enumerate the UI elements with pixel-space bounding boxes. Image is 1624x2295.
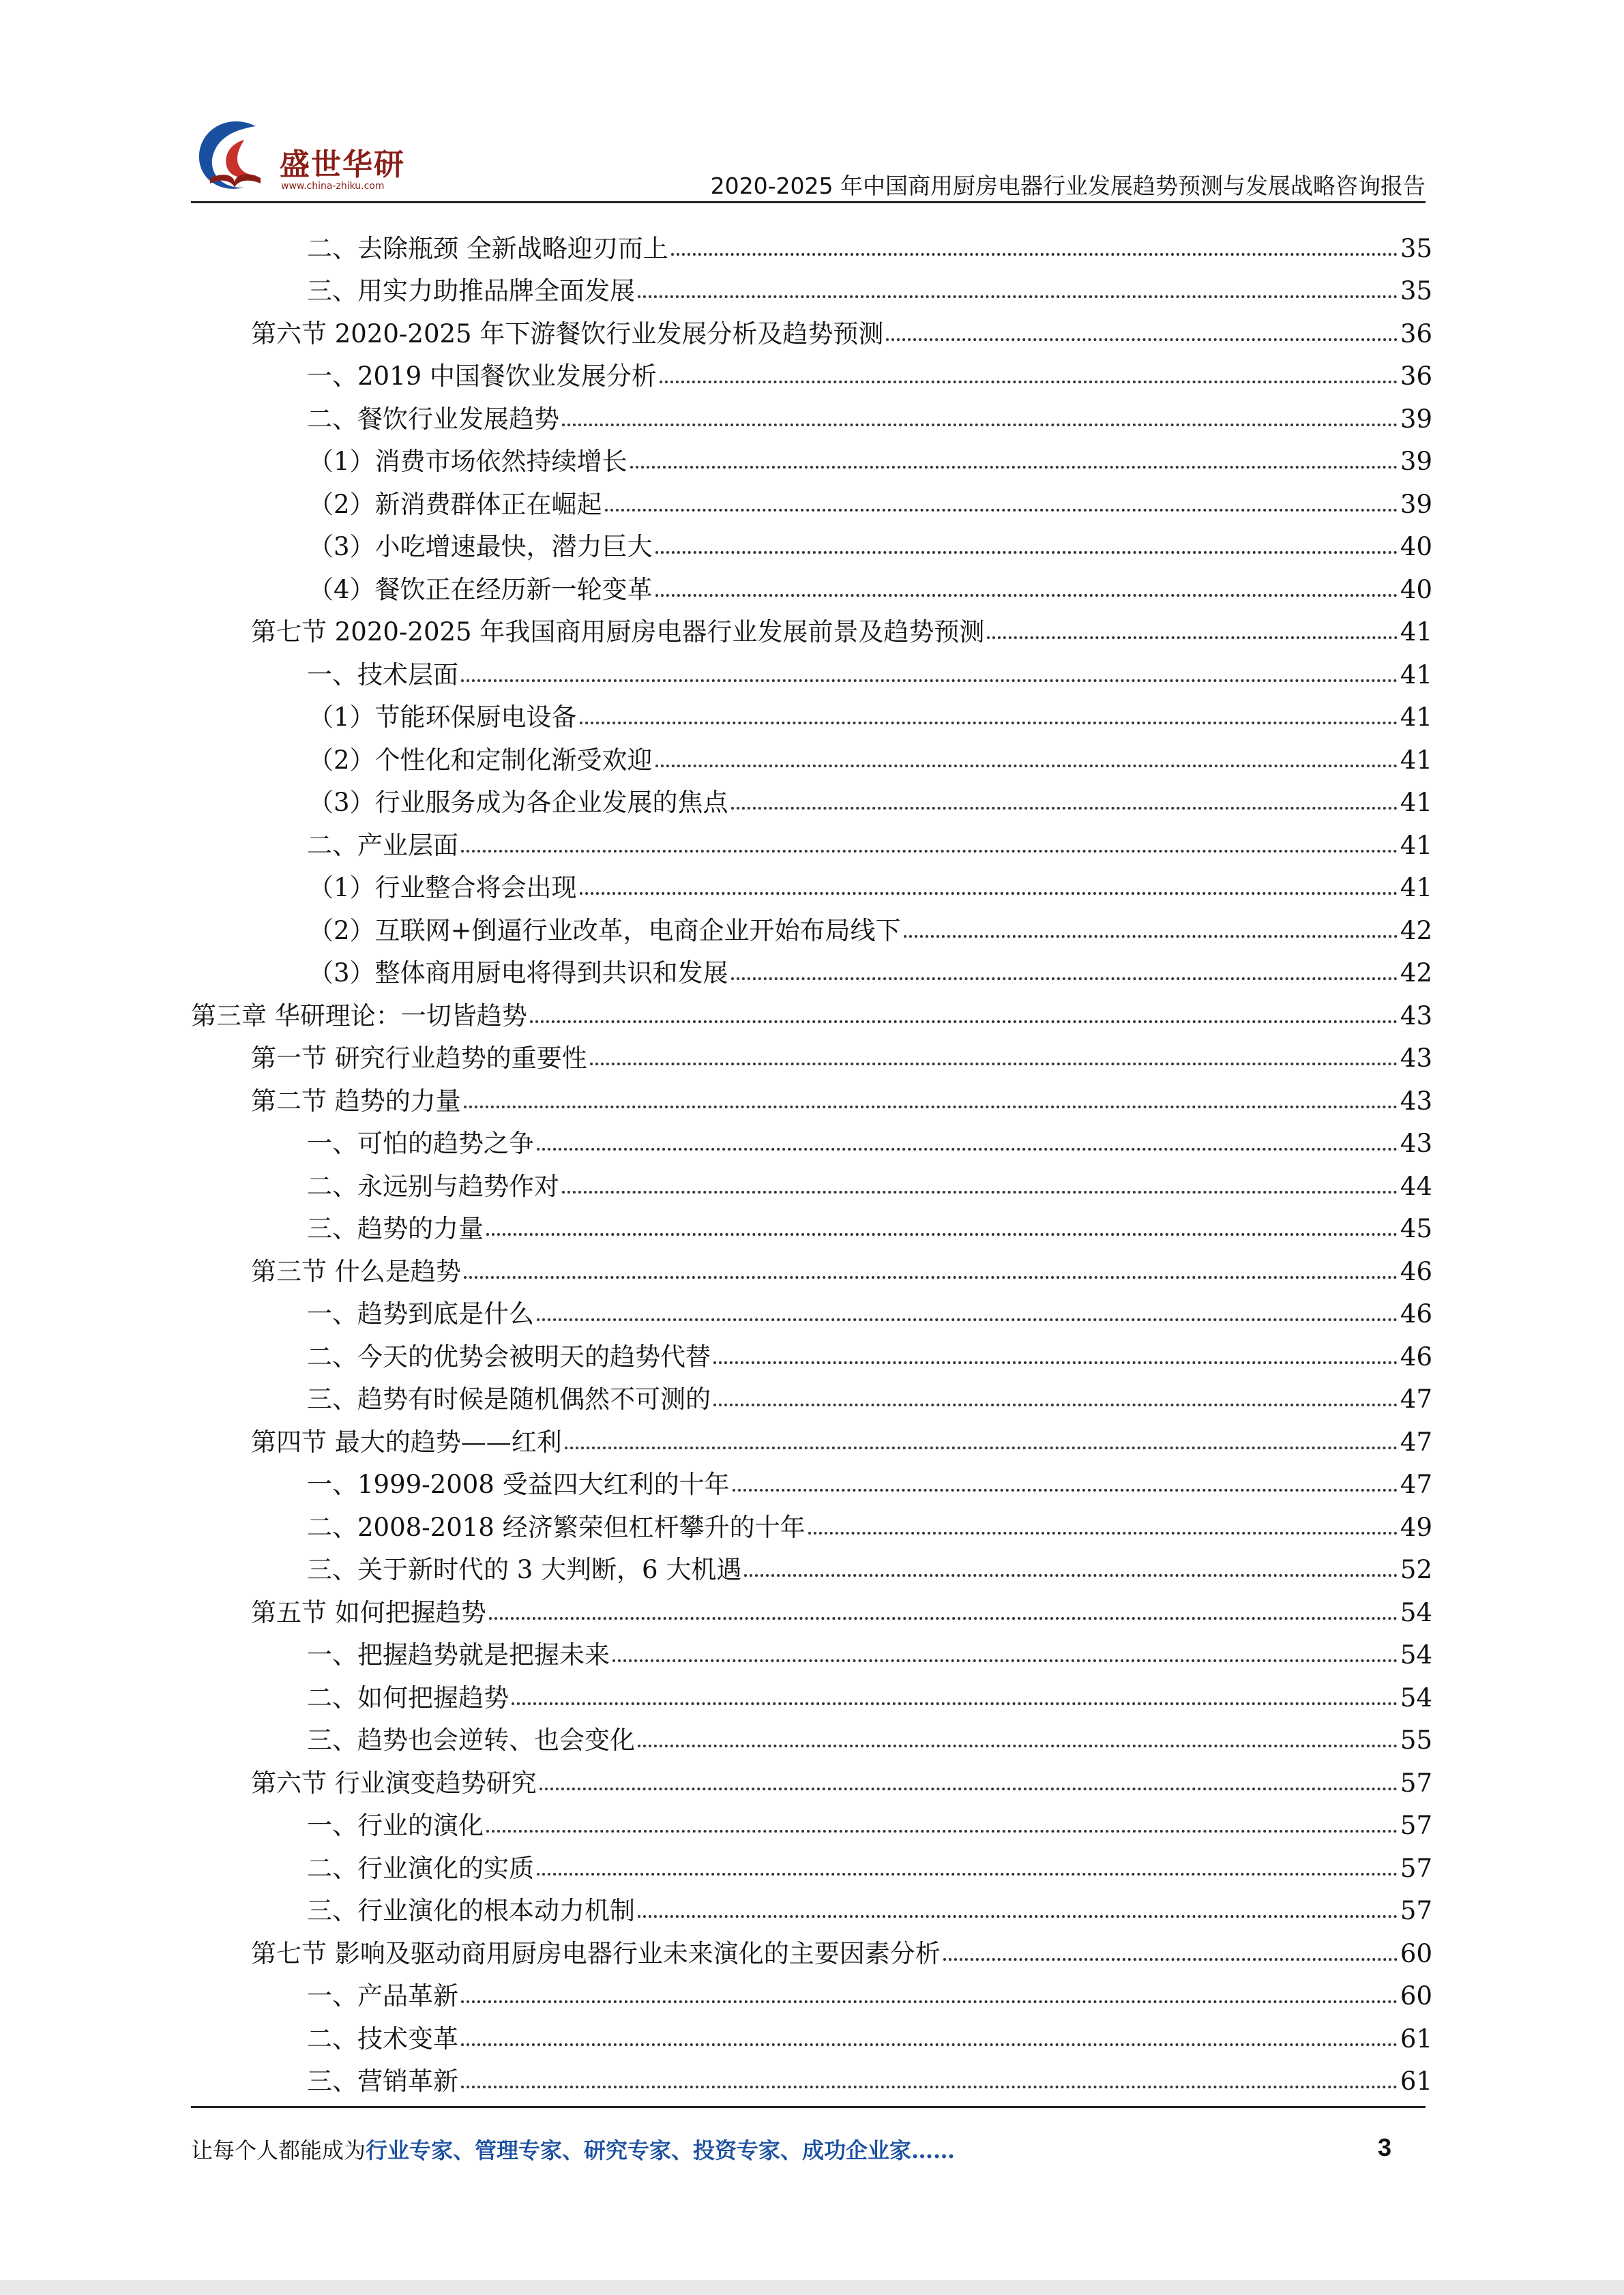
toc-entry-page: 41 bbox=[1400, 873, 1432, 902]
toc-entry[interactable] bbox=[191, 1625, 1432, 1668]
toc-entry[interactable] bbox=[191, 602, 1432, 645]
toc-dot-leader bbox=[671, 253, 1398, 256]
toc-dot-leader bbox=[461, 2043, 1398, 2046]
toc-entry[interactable] bbox=[191, 432, 1432, 475]
toc-dot-leader bbox=[655, 594, 1398, 597]
toc-entry-title: 一、1999-2008 受益四大红利的十年 bbox=[307, 1470, 730, 1499]
toc-entry-title: 三、趋势也会逆转、也会变化 bbox=[307, 1726, 635, 1755]
toc-entry-page: 55 bbox=[1400, 1726, 1432, 1755]
toc-entry-title: （3）整体商用厨电将得到共识和发展 bbox=[308, 958, 728, 988]
page-footer bbox=[191, 2133, 1426, 2167]
toc-entry-page: 57 bbox=[1400, 1811, 1432, 1840]
toc-entry-page: 41 bbox=[1400, 830, 1432, 860]
toc-entry-title: 二、去除瓶颈 全新战略迎刃而上 bbox=[307, 233, 668, 263]
toc-dot-leader bbox=[808, 1532, 1398, 1535]
toc-entry[interactable] bbox=[191, 1966, 1432, 2009]
toc-dot-leader bbox=[540, 1788, 1398, 1790]
toc-entry[interactable] bbox=[191, 389, 1432, 432]
toc-entry-title: （3）行业服务成为各企业发展的焦点 bbox=[308, 788, 728, 817]
toc-entry-title: 二、行业演化的实质 bbox=[307, 1853, 534, 1883]
toc-dot-leader bbox=[731, 807, 1398, 810]
toc-entry-page: 46 bbox=[1400, 1299, 1432, 1329]
toc-dot-leader bbox=[943, 1958, 1398, 1961]
toc-dot-leader bbox=[655, 765, 1398, 767]
toc-entry-page: 43 bbox=[1400, 1043, 1432, 1073]
toc-dot-leader bbox=[580, 892, 1398, 895]
toc-entry-title: 三、关于新时代的 3 大判断，6 大机遇 bbox=[307, 1555, 742, 1584]
bottom-band bbox=[0, 2280, 1624, 2295]
toc-entry-title: 一、可怕的趋势之争 bbox=[307, 1129, 534, 1158]
toc-entry[interactable] bbox=[191, 1199, 1432, 1242]
toc-entry-page: 52 bbox=[1400, 1555, 1432, 1584]
toc-entry[interactable] bbox=[191, 218, 1432, 261]
toc-entry-page: 39 bbox=[1400, 447, 1432, 476]
toc-dot-leader bbox=[461, 850, 1398, 853]
toc-entry-page: 45 bbox=[1400, 1214, 1432, 1243]
toc-entry[interactable] bbox=[191, 1412, 1432, 1455]
toc-dot-leader bbox=[731, 977, 1398, 980]
toc-entry[interactable] bbox=[191, 1284, 1432, 1327]
toc-entry-title: 二、产业层面 bbox=[307, 830, 458, 860]
toc-entry-page: 41 bbox=[1400, 702, 1432, 732]
toc-entry-page: 36 bbox=[1400, 361, 1432, 391]
toc-entry-title: （3）小吃增速最快，潜力巨大 bbox=[308, 532, 653, 561]
toc-dot-leader bbox=[590, 1063, 1398, 1065]
logo-url: www.china-zhiku.com bbox=[281, 181, 385, 192]
toc-entry[interactable] bbox=[191, 1582, 1432, 1625]
toc-dot-leader bbox=[886, 338, 1398, 341]
toc-entry[interactable] bbox=[191, 1668, 1432, 1711]
toc-entry[interactable] bbox=[191, 1156, 1432, 1199]
toc-entry-page: 39 bbox=[1400, 489, 1432, 519]
toc-dot-leader bbox=[987, 636, 1398, 639]
toc-entry-title: （1）消费市场依然持续增长 bbox=[308, 447, 628, 476]
toc-entry-page: 40 bbox=[1400, 574, 1432, 604]
toc-dot-leader bbox=[904, 935, 1398, 938]
toc-entry-title: 二、永远别与趋势作对 bbox=[307, 1171, 559, 1201]
toc-entry-page: 47 bbox=[1400, 1427, 1432, 1457]
toc-entry-page: 47 bbox=[1400, 1385, 1432, 1414]
toc-entry[interactable] bbox=[191, 900, 1432, 943]
header-divider bbox=[191, 201, 1426, 203]
toc-entry[interactable] bbox=[191, 1838, 1432, 1881]
toc-entry-page: 43 bbox=[1400, 1001, 1432, 1031]
toc-entry-title: 二、如何把握趋势 bbox=[307, 1683, 509, 1713]
toc-entry-page: 57 bbox=[1400, 1768, 1432, 1798]
toc-dot-leader bbox=[537, 1873, 1398, 1876]
toc-dot-leader bbox=[660, 381, 1398, 383]
toc-entry-page: 42 bbox=[1400, 915, 1432, 945]
toc-entry[interactable] bbox=[191, 773, 1432, 816]
toc-dot-leader bbox=[537, 1318, 1398, 1321]
toc-entry-page: 41 bbox=[1400, 788, 1432, 817]
toc-entry-title: 一、技术层面 bbox=[307, 660, 458, 690]
toc-entry-title: 一、行业的演化 bbox=[307, 1811, 484, 1840]
toc-entry-title: 二、技术变革 bbox=[307, 2024, 458, 2054]
toc-dot-leader bbox=[638, 1915, 1398, 1918]
toc-entry[interactable] bbox=[191, 1881, 1432, 1924]
toc-entry-title: 第一节 研究行业趋势的重要性 bbox=[251, 1043, 587, 1073]
toc-entry-title: 三、用实力助推品牌全面发展 bbox=[307, 276, 635, 306]
toc-dot-leader bbox=[464, 1106, 1398, 1108]
toc-entry-title: （1）节能环保厨电设备 bbox=[308, 702, 577, 732]
toc-entry[interactable] bbox=[191, 261, 1432, 304]
toc-entry-page: 42 bbox=[1400, 958, 1432, 988]
toc-entry-title: （4）餐饮正在经历新一轮变革 bbox=[308, 574, 653, 604]
toc-dot-leader bbox=[638, 1745, 1398, 1747]
toc-entry-title: 二、2008-2018 经济繁荣但杠杆攀升的十年 bbox=[307, 1512, 806, 1542]
toc-dot-leader bbox=[638, 295, 1398, 298]
toc-entry[interactable] bbox=[191, 986, 1432, 1031]
toc-dot-leader bbox=[562, 1191, 1398, 1194]
toc-entry-title: 三、趋势有时候是随机偶然不可测的 bbox=[307, 1385, 711, 1414]
toc-dot-leader bbox=[562, 424, 1398, 426]
toc-entry-title: （2）互联网+倒逼行业改革，电商企业开始布局线下 bbox=[308, 915, 901, 945]
toc-entry[interactable] bbox=[191, 474, 1432, 517]
toc-entry-title: 一、2019 中国餐饮业发展分析 bbox=[307, 361, 657, 391]
toc-entry-title: 一、产品革新 bbox=[307, 1981, 458, 2011]
toc-entry-page: 54 bbox=[1400, 1640, 1432, 1670]
toc-entry-title: 第三节 什么是趋势 bbox=[251, 1256, 461, 1286]
toc-entry-title: 二、餐饮行业发展趋势 bbox=[307, 404, 559, 434]
toc-entry[interactable] bbox=[191, 1796, 1432, 1839]
toc-entry-page: 41 bbox=[1400, 745, 1432, 775]
toc-entry[interactable] bbox=[191, 1540, 1432, 1583]
toc-entry-page: 43 bbox=[1400, 1086, 1432, 1116]
toc-entry-title: 第五节 如何把握趋势 bbox=[251, 1597, 486, 1627]
toc-dot-leader bbox=[733, 1489, 1398, 1492]
toc-entry-title: （1）行业整合将会出现 bbox=[308, 873, 577, 902]
toc-dot-leader bbox=[489, 1617, 1398, 1620]
toc-dot-leader bbox=[565, 1447, 1398, 1449]
toc-entry[interactable] bbox=[191, 1753, 1432, 1796]
toc-entry[interactable] bbox=[191, 1327, 1432, 1372]
toc-entry-title: 第四节 最大的趋势——红利 bbox=[251, 1427, 562, 1457]
toc-entry[interactable] bbox=[191, 1028, 1432, 1071]
toc-entry-page: 60 bbox=[1400, 1981, 1432, 2011]
report-title: 2020-2025 年中国商用厨房电器行业发展趋势预测与发展战略咨询报告 bbox=[710, 173, 1426, 199]
logo-emblem-icon bbox=[191, 113, 280, 201]
toc-dot-leader bbox=[713, 1404, 1398, 1406]
toc-entry[interactable] bbox=[191, 2052, 1432, 2094]
toc-entry-title: 第六节 2020-2025 年下游餐饮行业发展分析及趋势预测 bbox=[251, 319, 884, 349]
toc-entry[interactable] bbox=[191, 858, 1432, 901]
toc-entry-title: 第七节 影响及驱动商用厨房电器行业未来演化的主要因素分析 bbox=[251, 1938, 941, 1968]
toc-entry-title: 三、行业演化的根本动力机制 bbox=[307, 1896, 635, 1925]
toc-entry-page: 40 bbox=[1400, 532, 1432, 561]
toc-dot-leader bbox=[530, 1020, 1398, 1023]
toc-entry[interactable] bbox=[191, 1241, 1432, 1284]
toc-dot-leader bbox=[744, 1574, 1398, 1577]
toc-entry-title: 一、把握趋势就是把握未来 bbox=[307, 1640, 610, 1670]
toc-entry[interactable] bbox=[191, 1114, 1432, 1157]
toc-entry-page: 44 bbox=[1400, 1171, 1432, 1201]
toc-entry-page: 61 bbox=[1400, 2067, 1432, 2096]
toc-entry-title: 第二节 趋势的力量 bbox=[251, 1086, 461, 1116]
toc-entry-page: 41 bbox=[1400, 617, 1432, 647]
toc-entry[interactable] bbox=[191, 1711, 1432, 1753]
toc-entry-page: 57 bbox=[1400, 1853, 1432, 1883]
toc-entry-page: 61 bbox=[1400, 2024, 1432, 2054]
toc-entry-title: 二、今天的优势会被明天的趋势代替 bbox=[307, 1342, 711, 1372]
toc-dot-leader bbox=[655, 551, 1398, 554]
toc-entry-title: （2）个性化和定制化渐受欢迎 bbox=[308, 745, 653, 775]
toc-entry-page: 54 bbox=[1400, 1683, 1432, 1713]
toc-entry[interactable] bbox=[191, 2009, 1432, 2052]
toc-dot-leader bbox=[461, 2000, 1398, 2003]
toc-entry-title: 第三章 华研理论：一切皆趋势 bbox=[191, 1001, 527, 1031]
toc-dot-leader bbox=[461, 2086, 1398, 2088]
toc-entry[interactable] bbox=[191, 517, 1432, 560]
toc-entry-page: 60 bbox=[1400, 1938, 1432, 1968]
page-number: 3 bbox=[1377, 2133, 1391, 2161]
toc-entry-page: 57 bbox=[1400, 1896, 1432, 1925]
toc-entry[interactable] bbox=[191, 1497, 1432, 1540]
toc-dot-leader bbox=[630, 466, 1398, 469]
toc-dot-leader bbox=[612, 1659, 1398, 1662]
toc-dot-leader bbox=[537, 1148, 1398, 1151]
toc-entry-title: 三、趋势的力量 bbox=[307, 1214, 484, 1243]
toc-entry-title: 第七节 2020-2025 年我国商用厨房电器行业发展前景及趋势预测 bbox=[251, 617, 985, 647]
toc-dot-leader bbox=[605, 509, 1398, 512]
toc-entry[interactable] bbox=[191, 943, 1432, 986]
toc-dot-leader bbox=[464, 1276, 1398, 1279]
toc-entry[interactable] bbox=[191, 303, 1432, 349]
toc-dot-leader bbox=[713, 1361, 1398, 1364]
toc-entry[interactable] bbox=[191, 346, 1432, 389]
toc-entry-page: 54 bbox=[1400, 1597, 1432, 1627]
footer-slogan-lead: 让每个人都能成为 bbox=[191, 2137, 366, 2163]
toc-dot-leader bbox=[512, 1702, 1398, 1705]
toc-dot-leader bbox=[486, 1233, 1398, 1236]
toc-entry-page: 41 bbox=[1400, 660, 1432, 690]
toc-entry-title: 一、趋势到底是什么 bbox=[307, 1299, 534, 1329]
toc-entry[interactable] bbox=[191, 1455, 1432, 1498]
toc-entry-page: 43 bbox=[1400, 1129, 1432, 1158]
toc-entry[interactable] bbox=[191, 645, 1432, 690]
toc-entry-title: 第六节 行业演变趋势研究 bbox=[251, 1768, 537, 1798]
toc-entry[interactable] bbox=[191, 1923, 1432, 1966]
toc-entry-title: 三、营销革新 bbox=[307, 2067, 458, 2096]
toc-entry[interactable] bbox=[191, 559, 1432, 602]
page-header bbox=[191, 113, 1426, 205]
toc-entry-page: 49 bbox=[1400, 1512, 1432, 1542]
toc-dot-leader bbox=[461, 679, 1398, 682]
table-of-contents bbox=[191, 218, 1432, 2094]
toc-dot-leader bbox=[486, 1830, 1398, 1833]
toc-entry[interactable] bbox=[191, 687, 1432, 730]
footer-slogan-highlight: 行业专家、管理专家、研究专家、投资专家、成功企业家…… bbox=[366, 2137, 956, 2163]
toc-dot-leader bbox=[580, 722, 1398, 724]
toc-entry-title: （2）新消费群体正在崛起 bbox=[308, 489, 602, 519]
toc-entry-page: 47 bbox=[1400, 1470, 1432, 1499]
toc-entry[interactable] bbox=[191, 815, 1432, 858]
toc-entry-page: 39 bbox=[1400, 404, 1432, 434]
footer-divider bbox=[191, 2106, 1426, 2108]
toc-entry-page: 46 bbox=[1400, 1342, 1432, 1372]
toc-entry-page: 36 bbox=[1400, 319, 1432, 349]
toc-entry[interactable] bbox=[191, 1071, 1432, 1114]
toc-entry-page: 46 bbox=[1400, 1256, 1432, 1286]
company-logo bbox=[191, 113, 423, 201]
toc-entry[interactable] bbox=[191, 730, 1432, 773]
toc-entry-page: 35 bbox=[1400, 233, 1432, 263]
logo-wordmark: 盛世华研 bbox=[280, 147, 405, 182]
toc-entry[interactable] bbox=[191, 1369, 1432, 1412]
toc-entry-page: 35 bbox=[1400, 276, 1432, 306]
